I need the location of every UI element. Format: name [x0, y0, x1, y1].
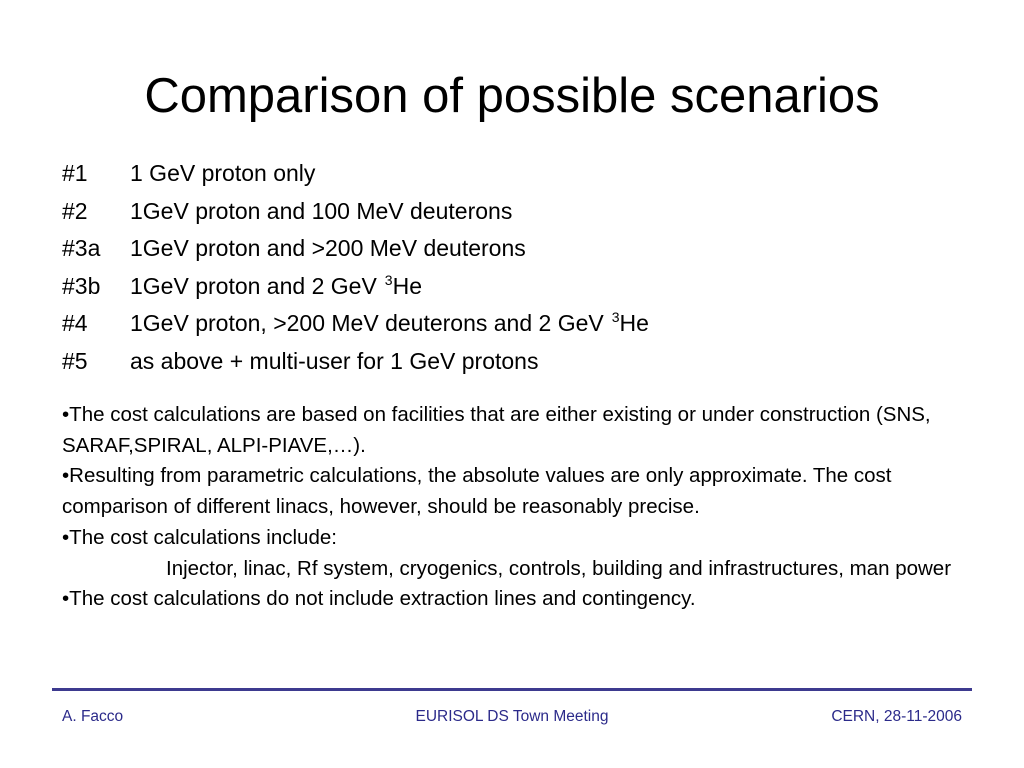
scenario-row-3b	[62, 268, 982, 306]
bullet-item: •The cost calculations are based on facilities that are either existing or under construction (SNS, SARAF,SPIRAL, ALPI-PIAVE,…).	[62, 403, 931, 457]
bullet-item: •The cost calculations do not include extraction lines and contingency.	[62, 587, 696, 611]
superscript: 3	[611, 309, 620, 326]
bullet-list	[62, 400, 962, 615]
scenario-row-1	[62, 155, 982, 193]
scenario-id: #5	[62, 347, 88, 374]
scenario-id: #1	[62, 160, 88, 186]
scenario-id: #3a	[62, 235, 101, 262]
scenario-row-2	[62, 193, 982, 231]
scenario-text: 1 GeV proton only	[130, 160, 316, 186]
scenario-list	[62, 155, 982, 381]
scenario-id: #3b	[62, 272, 101, 299]
footer-event: EURISOL DS Town Meeting	[415, 708, 609, 725]
scenario-text: 1GeV proton and >200 MeV deuterons	[130, 235, 526, 262]
scenario-text: 1GeV proton, >200 MeV deuterons and 2 GeV $^3$He	[130, 309, 649, 337]
superscript: 3	[384, 271, 393, 288]
bullet-item: •Resulting from parametric calculations, the absolute values are only approximate. The cost comparison of different linacs, however, should be reasonably precise.	[62, 464, 892, 519]
scenario-text: 1GeV proton and 100 MeV deuterons	[130, 197, 513, 224]
bullet-sub-item: Injector, linac, Rf system, cryogenics, controls, building and infrastructures, man power	[166, 556, 952, 580]
scenario-text: as above + multi-user for 1 GeV protons	[130, 347, 539, 374]
slide-title: Comparison of possible scenarios	[144, 69, 880, 123]
scenario-text: 1GeV proton and 2 GeV $^3$He	[130, 271, 422, 299]
footer-divider	[52, 688, 972, 691]
footer-author: A. Facco	[62, 708, 124, 725]
scenario-row-5	[62, 343, 982, 381]
bullet-item: •The cost calculations include:	[62, 525, 337, 549]
scenario-id: #2	[62, 197, 88, 224]
footer-place-date: CERN, 28-11-2006	[831, 708, 962, 725]
scenario-id: #4	[62, 310, 88, 337]
scenario-row-4	[62, 305, 982, 343]
scenario-row-3a	[62, 230, 982, 268]
